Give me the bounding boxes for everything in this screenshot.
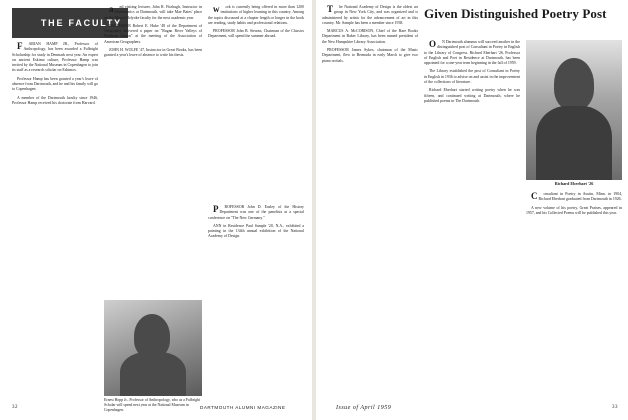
- photo-caption: Richard Eberhart '26: [554, 181, 594, 186]
- photo-caption: Ernest Hopp Jr., Professor of Anthropology, who as a Fulbright Scholar will spend next year at the National Museum in Copenhagen.: [104, 398, 200, 412]
- paragraph: ON Dartmouth alumnus will succeed another in the distinguished post of Consultant in Poetry in English to the Library of Congress. Richard Eberhart '26, Professor of English and Poet in Residence at Dartmouth, has been appointed for a one-year term beginning in the fall of 1959.: [424, 40, 520, 66]
- page-number: 33: [612, 405, 618, 410]
- article-column-3: [526, 192, 622, 400]
- article-column-1: [12, 42, 98, 400]
- paragraph: Richard Eberhart started writing poetry when he was fifteen, and continued writing at Dartmouth, where he published poems in The Dartmouth.: [424, 88, 520, 103]
- paragraph: FABIAN HAMP JR., Professor of Anthropology, has been awarded a Fulbright Scholarship for study in Denmark next year. An expert on ancient Eskimo culture, Professor Hamp was invited by the National Museum in Copenhagen to join its staff as a research scholar on Eskimos.: [12, 42, 98, 73]
- paragraph: and visiting lecturer, John R. Fitzhugh, Instructor in Mathematics at Dartmouth, will take Mae Bates' place on the Mount Holyoke faculty for the next academic year.: [104, 5, 202, 20]
- paragraph: ANN in Residence Paul Sample '20, N.A., exhibited a painting in the 134th annual exhibition of the National Academy of Design.: [208, 223, 304, 239]
- paragraph: The Library established the post of Consultant in Poetry in English in 1936 to advise on and assist in the improvement of the collections of literature.: [424, 69, 520, 85]
- section-header: THE FACULTY: [12, 8, 128, 38]
- article-column-1: [322, 5, 418, 400]
- paragraph: Consultant in Poetry in Austin, Minn. in 1904, Richard Eberhart graduated from Dartmouth in 1926.: [531, 192, 622, 202]
- paragraph: PROFESSOR Robert E. Huke '48 of the Department of Geography delivered a paper on "Rugan River Valleys of Northern Luzon" at the meeting of the Association of American Geographers.: [104, 23, 202, 44]
- paragraph: The National Academy of Design is the oldest art group in New York City, and was organized and is administered by artists for the advancement of art in this country. Mr. Sample has been a member since 1938.: [322, 5, 418, 25]
- paragraph: PROFESSOR James Sykes, chairman of the Music Department, flew to Bermuda in early March to give two piano recitals.: [322, 48, 418, 63]
- paragraph: A member of the Dartmouth faculty since 1946, Professor Hamp received his doctorate from Harvard.: [12, 95, 98, 105]
- article-title: Given Distinguished Poetry Post: [424, 6, 607, 21]
- article-column-2: [424, 40, 520, 400]
- paragraph: PROFESSOR John B. Stearns, Chairman of the Classics Department, will spend the summer abroad.: [208, 29, 304, 39]
- article-column-4: [208, 205, 304, 400]
- poet-photo: [526, 40, 622, 180]
- paragraph: MARCUS A. McCORISON, Chief of the Rare Books Department in Baker Library, has been named president of the New Hampshire Library Association.: [322, 29, 418, 44]
- paragraph: PROFESSOR John D. Easley of the History Department was one of the panelists at a special conference on "The New Germany.": [208, 205, 304, 220]
- article-column-3: [208, 5, 304, 205]
- paragraph: work is currently being offered in more than 1200 institutions of higher learning in this country. Among the topics discussed at a chapter length or longer in the book are reading, study habits and professional relations.: [208, 5, 304, 25]
- paragraph: Professor Hamp has been granted a year's leave of absence from Dartmouth, and he and his family will go to Copenhagen.: [12, 76, 98, 92]
- magazine-footer: DARTMOUTH ALUMNI MAGAZINE: [200, 405, 286, 410]
- faculty-photo: [104, 300, 202, 396]
- issue-footer: Issue of April 1959: [336, 405, 392, 411]
- page-number: 32: [12, 405, 18, 410]
- paragraph: JOHN H. WOLFE '47, Instructor in Great Books, has been granted a year's leave of absence to write his thesis.: [104, 48, 202, 58]
- right-page: [316, 0, 628, 420]
- paragraph: A new volume of his poetry, Great Praises, appeared in 1957, and his Collected Poems will be published this year.: [526, 205, 622, 215]
- left-page: [0, 0, 312, 420]
